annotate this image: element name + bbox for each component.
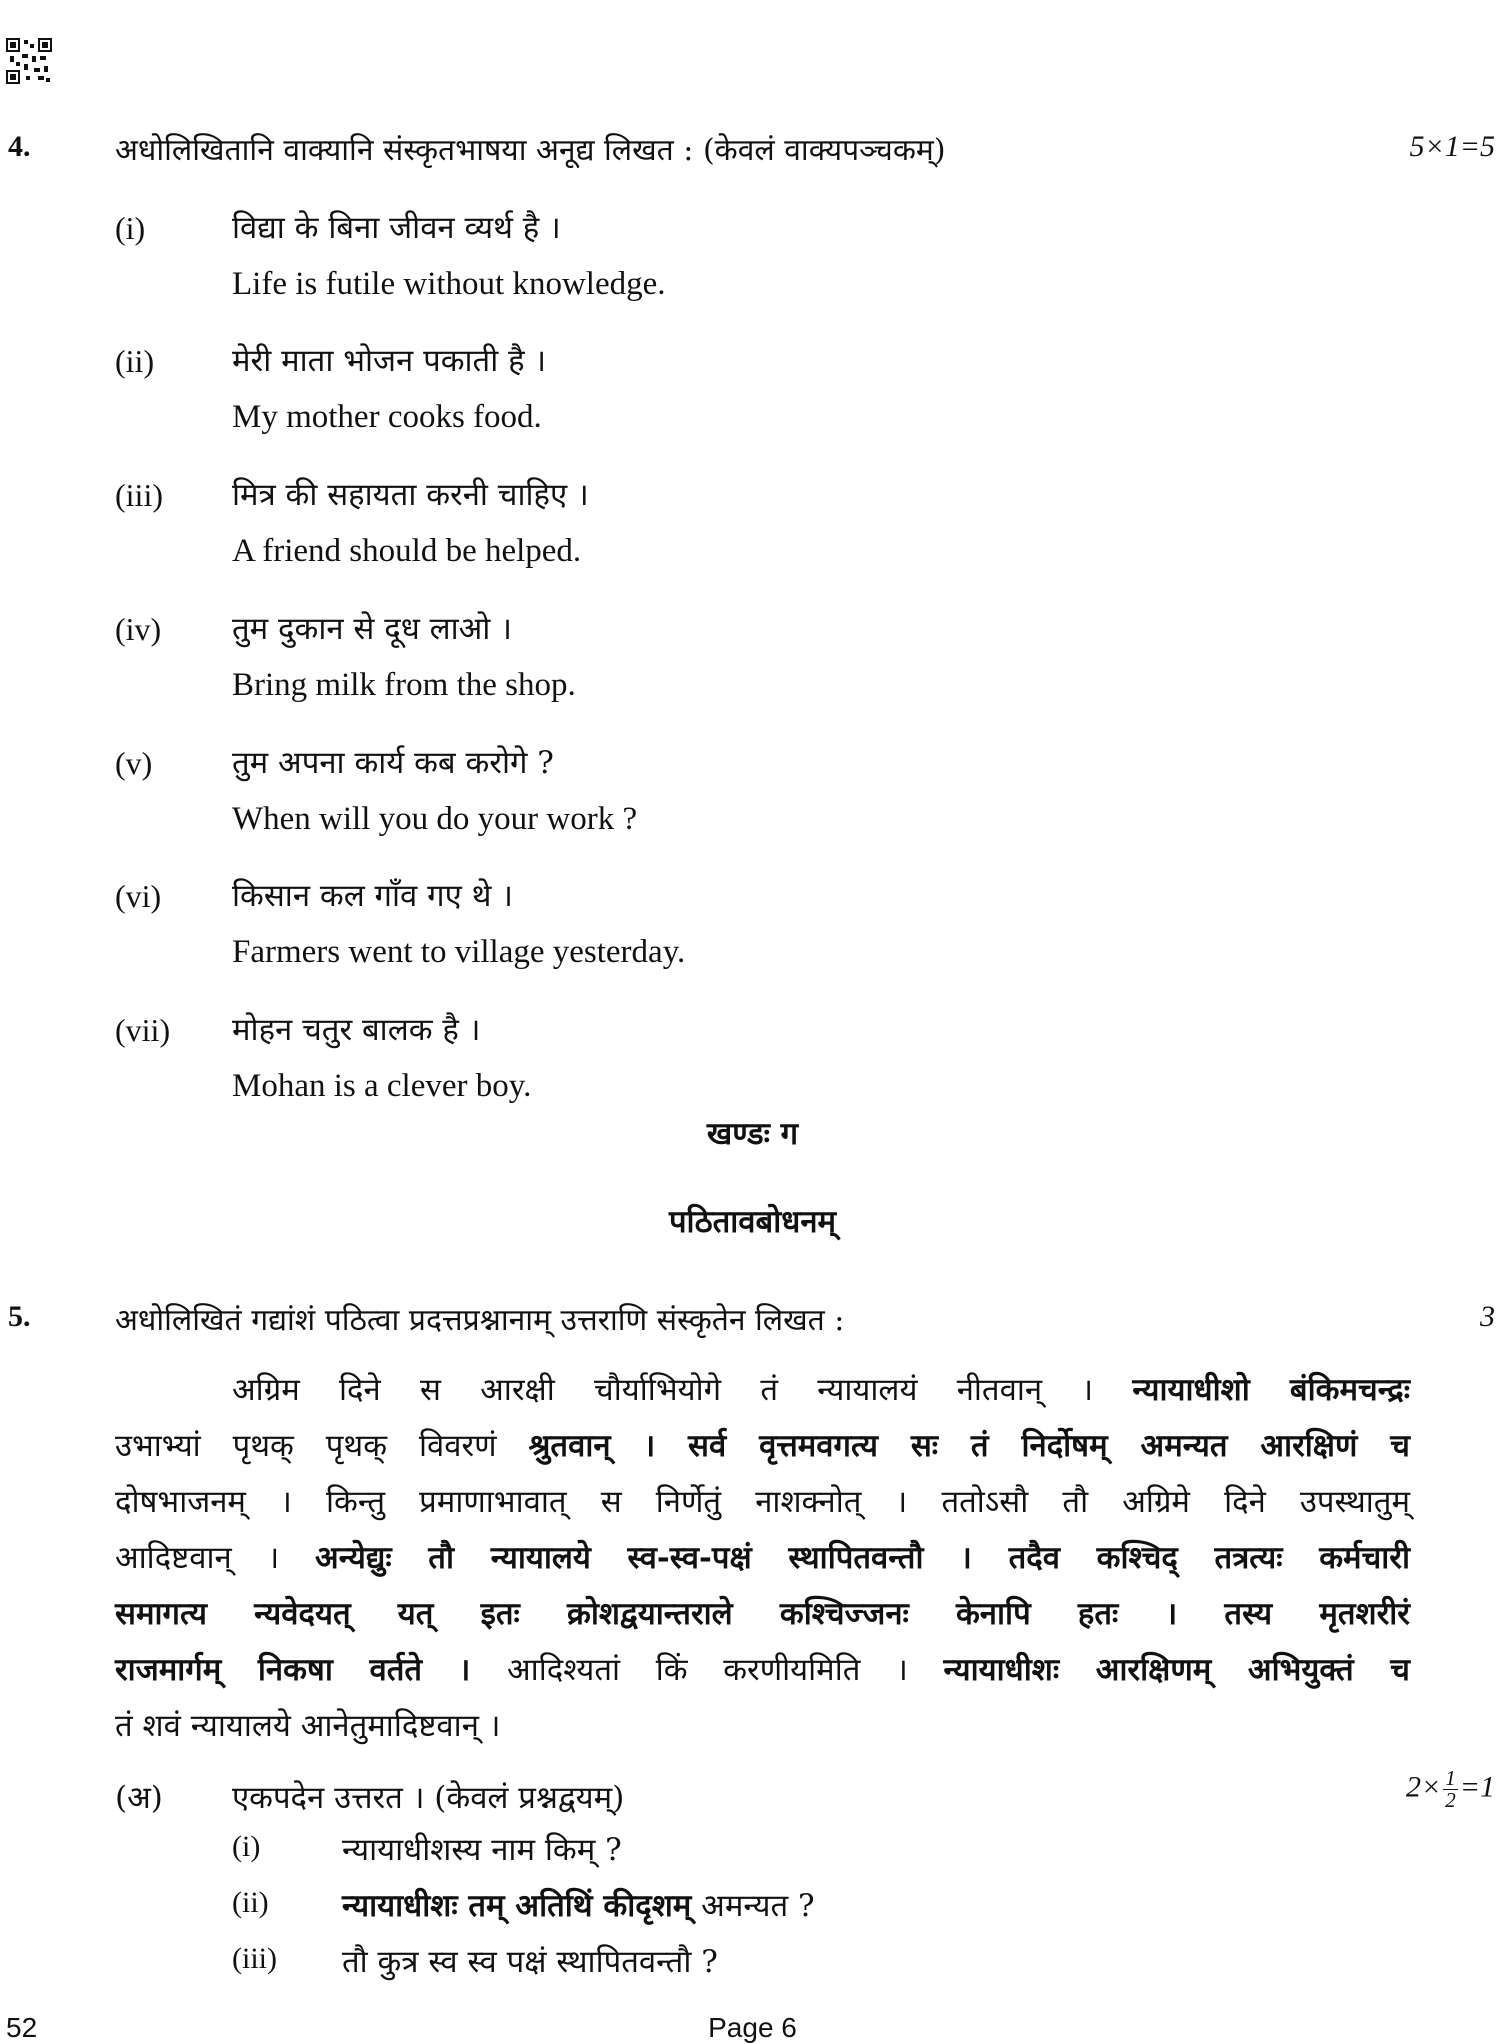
sub-question-number: (iii) (232, 1942, 277, 1975)
sub-question-number: (i) (232, 1830, 261, 1863)
paper-code: 52 (6, 2012, 38, 2043)
item-hindi: मोहन चतुर बालक है । (232, 1012, 481, 1048)
part-a-instruction: एकपदेन उत्तरत । (केवलं प्रश्नद्वयम्) (232, 1780, 625, 1816)
question-4-marks: 5×1=5 (1409, 130, 1495, 163)
passage-line: उभाभ्यां पृथक् पृथक् विवरणं श्रुतवान् । सर्व वृत्तमवगत्य सः तं निर्दोषम् अमन्यत आरक्षिणं च (115, 1428, 1410, 1464)
item-hindi: विद्या के बिना जीवन व्यर्थ है । (232, 210, 561, 246)
section-title: खण्डः ग (706, 1116, 799, 1152)
item-english: Life is futile without knowledge. (232, 266, 666, 302)
sub-question-number: (ii) (232, 1886, 269, 1919)
part-a-number: (अ) (115, 1780, 163, 1816)
item-hindi: मेरी माता भोजन पकाती है । (232, 343, 547, 379)
part-a-marks: 2× $\frac{1}{2}$ =1 (1406, 1766, 1495, 1812)
item-hindi: तुम अपना कार्य कब करोगे ? (232, 745, 554, 781)
item-number: (vii) (115, 1012, 171, 1048)
item-hindi: किसान कल गाँव गए थे । (232, 878, 513, 914)
passage-line: समागत्य न्यवेदयत् यत् इतः क्रोशद्वयान्तराले कश्चिज्जनः केनापि हतः । तस्य मृतशरीरं (115, 1596, 1410, 1632)
item-english: When will you do your work ? (232, 801, 638, 837)
item-english: Farmers went to village yesterday. (232, 934, 686, 970)
item-number: (iii) (115, 477, 163, 513)
sub-question-text: तौ कुत्र स्व स्व पक्षं स्थापितवन्तौ ? (342, 1944, 718, 1980)
item-hindi: तुम दुकान से दूध लाओ । (232, 611, 512, 647)
item-english: My mother cooks food. (232, 399, 542, 435)
question-5-instruction: अधोलिखितं गद्यांशं पठित्वा प्रदत्तप्रश्नानाम् उत्तराणि संस्कृतेन लिखत : (115, 1303, 845, 1338)
question-4-number: 4. (8, 130, 31, 163)
passage-line: अग्रिम दिने स आरक्षी चौर्याभियोगे तं न्यायालयं नीतवान् । न्यायाधीशो बंकिमचन्द्रः (232, 1372, 1410, 1408)
passage-line: आदिष्टवान् । अन्येद्युः तौ न्यायालये स्व-स्व-पक्षं स्थापितवन्तौ । तदैव कश्चिद् तत्रत्यः कर्मचारी (115, 1540, 1411, 1576)
sub-question-text: न्यायाधीशः तम् अतिथिं कीदृशम् अमन्यत ? (342, 1888, 815, 1924)
item-number: (ii) (115, 343, 155, 379)
passage-line: दोषभाजनम् । किन्तु प्रमाणाभावात् स निर्णेतुं नाशक्नोत् । ततोऽसौ तौ अग्रिमे दिने उपस्थातुम् (115, 1484, 1410, 1520)
item-english: Mohan is a clever boy. (232, 1068, 532, 1104)
page-number: Page 6 (708, 2012, 797, 2043)
item-number: (i) (115, 210, 146, 246)
item-number: (v) (115, 745, 153, 781)
item-hindi: मित्र की सहायता करनी चाहिए । (232, 477, 589, 513)
question-5-number: 5. (8, 1300, 31, 1333)
sub-question-text: न्यायाधीशस्य नाम किम् ? (342, 1832, 622, 1868)
section-subtitle: पठितावबोधनम् (668, 1204, 837, 1240)
passage-line: राजमार्गम् निकषा वर्तते । आदिश्यतां किं करणीयमिति । न्यायाधीशः आरक्षिणम् अभियुक्तं च (115, 1652, 1410, 1688)
fraction: $\frac{1}{2}$ (1445, 1766, 1456, 1812)
question-5-marks: 3 (1480, 1300, 1495, 1333)
item-number: (iv) (115, 611, 162, 647)
passage-line: तं शवं न्यायालये आनेतुमादिष्टवान् । (115, 1708, 501, 1744)
item-english: Bring milk from the shop. (232, 667, 576, 703)
item-number: (vi) (115, 878, 162, 914)
item-english: A friend should be helped. (232, 533, 582, 569)
question-4-instruction: अधोलिखितानि वाक्यानि संस्कृतभाषया अनूद्य लिखत : (केवलं वाक्यपञ्चकम्) (115, 133, 946, 168)
qr-code-icon (6, 38, 52, 84)
